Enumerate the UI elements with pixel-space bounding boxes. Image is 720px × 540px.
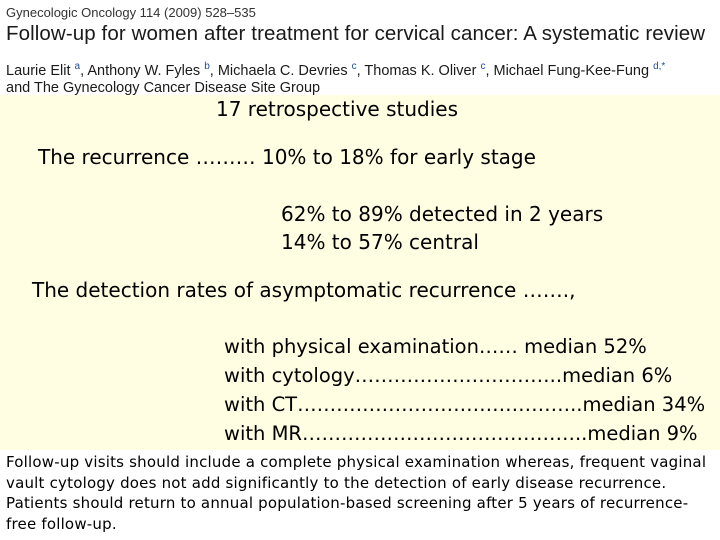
author-list: Laurie Elit $^a$, Anthony W. Fyles $^b$, Michaela C. Devries $^c$, Thomas K. Oliver $^c$, Michael Fung-Kee-Fung $^{d,*}$ and The Gynecology Cancer Disease Site Group bbox=[6, 61, 666, 96]
author-name: Laurie Elit bbox=[6, 62, 71, 79]
summary-box bbox=[0, 450, 720, 540]
author-affiliation: a bbox=[74, 61, 81, 72]
method-cytology: with cytology…………………………..median 6% bbox=[224, 364, 673, 387]
author-group: and The Gynecology Cancer Disease Site Group bbox=[6, 79, 321, 96]
article-title: Follow-up for women after treatment for cervical cancer: A systematic review bbox=[6, 22, 706, 45]
author-affiliation: c bbox=[351, 61, 357, 72]
detection-rates-heading: The detection rates of asymptomatic recurrence ……., bbox=[32, 278, 576, 302]
journal-citation: Gynecologic Oncology 114 (2009) 528–535 bbox=[6, 5, 256, 20]
author-affiliation: d,* bbox=[653, 61, 666, 72]
author-name: Michael Fung-Kee-Fung bbox=[493, 62, 650, 79]
author-name: Anthony W. Fyles bbox=[87, 62, 201, 79]
author-affiliation: b bbox=[204, 61, 210, 72]
summary-text: Follow-up visits should include a complete physical examination whereas, frequent vaginal vault cytology does not add significantly to the detection of early disease recurrence. Patients should return to annual population-based screening after 5 years of recurrence-free follow-up. bbox=[6, 453, 707, 533]
detected-within-two-years: 62% to 89% detected in 2 years bbox=[281, 202, 604, 226]
studies-count: 17 retrospective studies bbox=[216, 97, 458, 121]
recurrence-rate: The recurrence ……… 10% to 18% for early stage bbox=[38, 145, 536, 169]
method-physical-exam: with physical examination…… median 52% bbox=[224, 335, 647, 358]
method-ct: with CT……………………………………..median 34% bbox=[224, 393, 706, 416]
central-recurrence: 14% to 57% central bbox=[281, 230, 479, 254]
article-header bbox=[0, 0, 720, 95]
author-name: Michaela C. Devries bbox=[217, 62, 348, 79]
author-affiliation: c bbox=[480, 61, 486, 72]
author-name: Thomas K. Oliver bbox=[364, 62, 477, 79]
method-mr: with MR……………………………………..median 9% bbox=[224, 422, 698, 445]
